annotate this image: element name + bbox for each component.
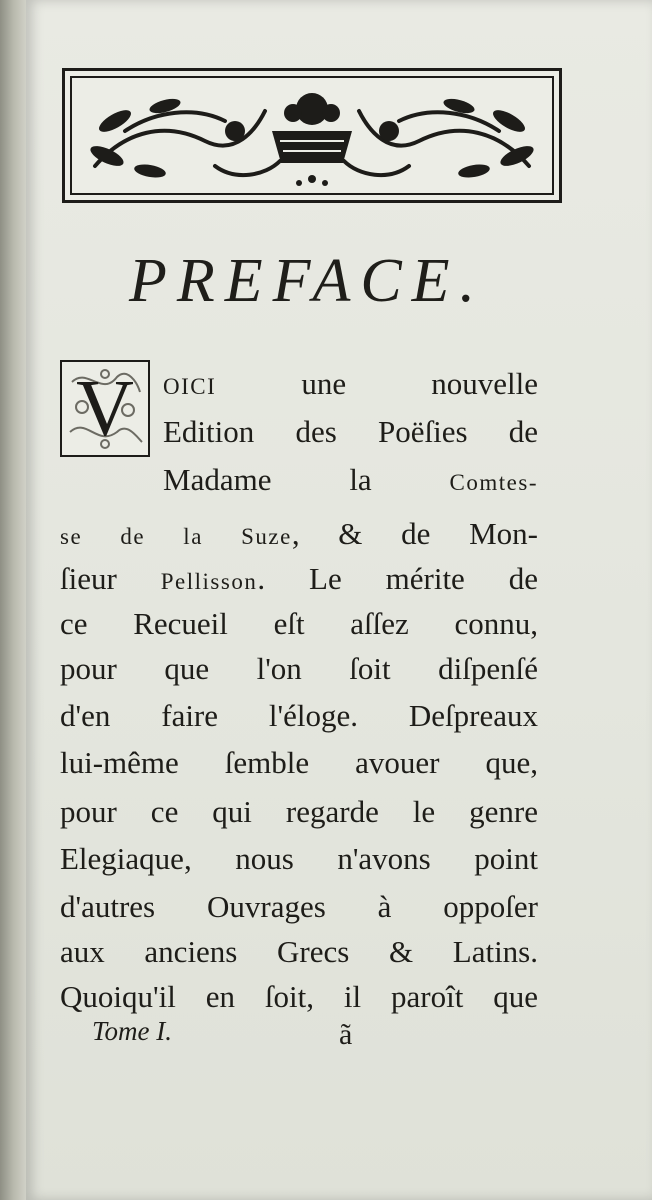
text-line-9: lui-même ſemble avouer que, <box>60 745 538 780</box>
text-line-13: aux anciens Grecs & Latins. <box>60 934 538 969</box>
text-line-4: se de la Suze, & de Mon- <box>60 516 538 551</box>
text-line-2: Edition des Poëſies de <box>163 414 538 449</box>
text-line-5: ſieur Pellisson. Le mérite de <box>60 561 539 596</box>
text-line-11: Elegiaque, nous n'avons point <box>60 841 538 876</box>
volume-label: Tome I. <box>92 1016 173 1046</box>
drop-cap-letter: V <box>76 365 134 453</box>
signature-mark: ã <box>339 1018 353 1051</box>
text-line-10: pour ce qui regarde le genre <box>60 794 538 829</box>
drop-cap-initial <box>60 360 150 457</box>
text-line-14: Quoiqu'il en ſoit, il paroît que <box>60 979 538 1014</box>
floral-ornament-icon <box>65 71 559 200</box>
text-line-6: ce Recueil eſt aſſez connu, <box>60 606 538 641</box>
headpiece-ornament <box>62 68 562 203</box>
page-title: PREFACE. <box>128 247 486 315</box>
text-line-8: d'en faire l'éloge. Deſpreaux <box>60 698 538 733</box>
text-line-3: Madame la Comtes- <box>163 462 538 497</box>
text-line-7: pour que l'on ſoit diſpenſé <box>60 651 538 686</box>
text-line-12: d'autres Ouvrages à oppoſer <box>60 889 538 924</box>
text-line-1: OICI une nouvelle <box>163 366 538 401</box>
